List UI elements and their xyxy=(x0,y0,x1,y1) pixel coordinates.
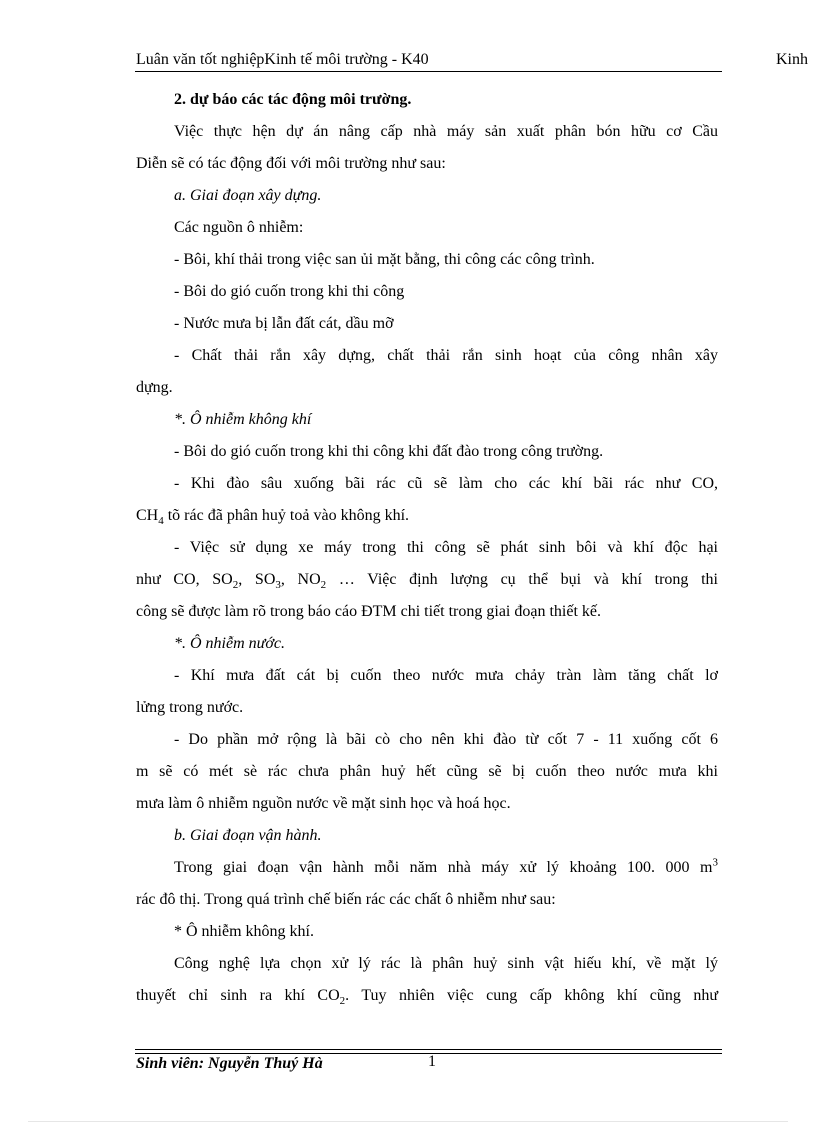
water-pollution-heading: *. Ô nhiễm nước. xyxy=(174,635,286,652)
operation-line-1 xyxy=(136,852,718,884)
water-item-1-line-2: lửng trong nước. xyxy=(136,699,244,716)
text-run: , SO xyxy=(238,571,276,588)
stage-b-heading: b. Giai đoạn vận hành. xyxy=(174,827,322,844)
text-run: Trong giai đoạn vận hành mỗi năm nhà máy xử lý khoảng 100. 000 m xyxy=(174,859,713,876)
subscript: 3 xyxy=(275,579,281,592)
air-pollution-heading: *. Ô nhiễm không khí xyxy=(174,411,312,428)
source-item-3: - Nước mưa bị lẫn đất cát, dầu mỡ xyxy=(174,315,394,332)
page-number: 1 xyxy=(428,1053,436,1070)
air-item-2-line-1: - Khi đào sâu xuống bãi rác cũ sẽ làm cho các khí bãi rác như CO, xyxy=(174,475,718,492)
source-item-4-line-2: dựng. xyxy=(136,379,173,396)
text-run: , NO xyxy=(280,571,321,588)
intro-line-1: Việc thực hện dự án nâng cấp nhà máy sản xuất phân bón hữu cơ Cầu xyxy=(174,123,718,140)
operation-air-heading: * Ô nhiễm không khí. xyxy=(174,923,314,940)
subscript: 2 xyxy=(339,995,346,1008)
subscript: 2 xyxy=(320,579,327,592)
water-item-2-line-1: - Do phần mở rộng là bãi cò cho nên khi đào từ cốt 7 - 11 xuống cốt 6 xyxy=(174,731,718,748)
text-run: . Tuy nhiên việc cung cấp không khí cũng như xyxy=(345,987,719,1004)
operation-line-3: Công nghệ lựa chọn xử lý rác là phân huỷ sinh vật hiếu khí, về mặt lý xyxy=(174,955,718,972)
source-item-2: - Bôi do gió cuốn trong khi thi công xyxy=(174,283,405,300)
text-run: như CO, SO xyxy=(136,571,233,588)
header-title: Luân văn tốt nghiệpKinh tế môi trường - K40 xyxy=(136,51,429,68)
header-right-text: Kinh xyxy=(776,51,808,68)
section-heading: 2. dự báo các tác động môi trường. xyxy=(174,91,412,108)
sources-title: Các nguồn ô nhiễm: xyxy=(174,219,304,236)
water-item-2-line-3: mưa làm ô nhiễm nguồn nước về mặt sinh học và hoá học. xyxy=(136,795,511,812)
water-item-1-line-1: - Khí mưa đất cát bị cuốn theo nước mưa chảy tràn làm tăng chất lơ xyxy=(174,667,718,684)
stage-a-heading: a. Giai đoạn xây dựng. xyxy=(174,187,322,204)
air-item-3-line-3: công sẽ được làm rõ trong báo cáo ĐTM chi tiết trong giai đoạn thiết kế. xyxy=(136,603,602,620)
text-run: … Việc định lượng cụ thể bụi và khí trong thi xyxy=(326,571,719,588)
footer-rule-top xyxy=(135,1049,722,1050)
footer-student-name: Sinh viên: Nguyễn Thuý Hà xyxy=(136,1055,323,1072)
air-item-2-line-2 xyxy=(136,500,718,532)
text-run: thuyết chỉ sinh ra khí CO xyxy=(136,987,340,1004)
header-rule xyxy=(135,71,722,72)
text-run: tõ rác đã phân huỷ toả vào không khí. xyxy=(163,507,410,524)
operation-line-2: rác đô thị. Trong quá trình chế biến rác các chất ô nhiễm như sau: xyxy=(136,891,556,908)
subscript: 2 xyxy=(232,579,239,592)
source-item-4-line-1: - Chất thải rắn xây dựng, chất thải rắn sinh hoạt của công nhân xây xyxy=(174,347,718,364)
water-item-2-line-2: m sẽ có mét sè rác chưa phân huỷ hết cũng sẽ bị cuốn theo nước mưa khi xyxy=(136,763,718,780)
page-edge-line xyxy=(28,1121,788,1122)
air-item-3-line-1: - Việc sử dụng xe máy trong thi công sẽ phát sinh bôi và khí độc hại xyxy=(174,539,718,556)
source-item-1: - Bôi, khí thải trong việc san ủi mặt bằng, thi công các công trình. xyxy=(174,251,595,268)
intro-line-2: Diễn sẽ có tác động đối với môi trường như sau: xyxy=(136,155,446,172)
document-body xyxy=(136,84,718,1012)
air-item-3-line-2 xyxy=(136,564,718,596)
superscript: 3 xyxy=(712,856,718,869)
text-run: CH xyxy=(136,507,159,524)
subscript: 4 xyxy=(158,515,164,528)
air-item-1: - Bôi do gió cuốn trong khi thi công khi đất đào trong công trường. xyxy=(174,443,604,460)
operation-line-4 xyxy=(136,980,718,1012)
